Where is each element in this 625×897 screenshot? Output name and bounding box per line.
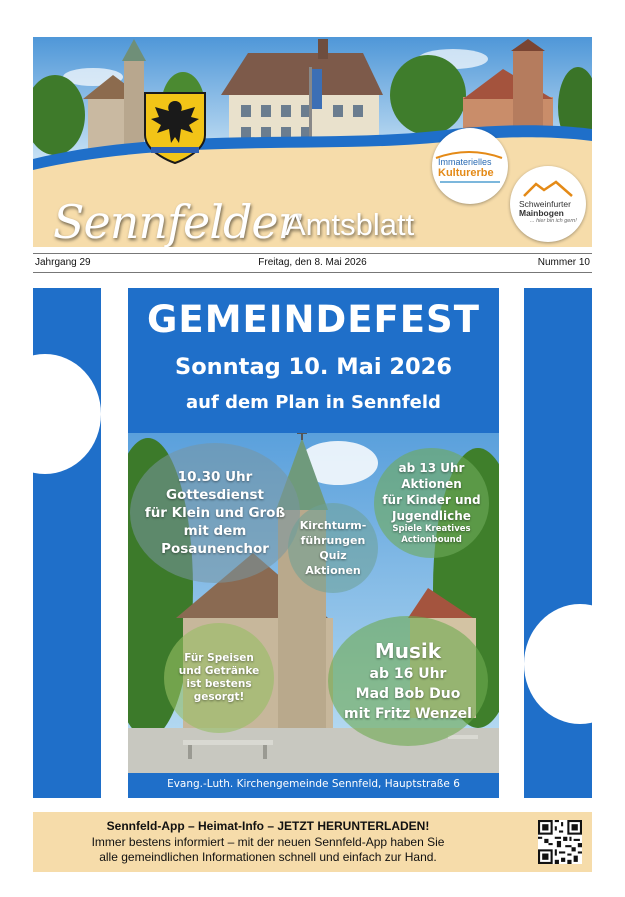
bubble-kinder-line: ab 13 Uhr [398,461,465,475]
bubble-musik-line: Mad Bob Duo [355,686,461,702]
bubble-kinder [374,448,489,558]
qr-code-icon[interactable] [538,820,582,864]
mainbogen-badge [510,166,586,242]
app-promo-headline: Sennfeld-App – Heimat-Info – JETZT HERUNTERLADEN! [106,819,430,833]
right-decor-notch [524,604,625,724]
issue-number: Nummer 10 [537,257,590,268]
bubble-speisen-line: gesorgt! [193,691,245,703]
gemeindefest-poster [128,288,499,798]
poster-place: auf dem Plan in Sennfeld [186,392,441,413]
bubble-speisen-line: Für Speisen [184,652,254,664]
mainbogen-badge-line2: Mainbogen [519,208,564,218]
issue-info-line [33,253,592,273]
bubble-kinder-line: Aktionen [401,477,462,491]
poster-title: GEMEINDEFEST [147,298,480,341]
kulturerbe-badge [432,128,508,204]
bubble-kirchturm-line: Kirchturm- [299,519,367,532]
masthead-title-script: Sennfelder [53,195,299,247]
right-decor-bar [524,288,592,798]
kulturerbe-badge-line1: Immaterielles [438,157,492,167]
left-decor-bar [33,288,101,798]
bubble-musik-title: Musik [374,639,442,663]
bubble-speisen-line: ist bestens [186,678,252,690]
bubble-speisen-line: und Getränke [178,665,260,677]
bubble-kinder-small: Actionbound [401,535,462,545]
mainbogen-badge-line1: Schweinfurter [519,199,571,209]
app-promo-line1: Immer bestens informiert – mit der neuen Sennfeld-App haben Sie [91,835,445,849]
bubble-gottesdienst-line: Posaunenchor [161,541,269,557]
bubble-musik-line: mit Fritz Wenzel [344,706,472,722]
poster-date: Sonntag 10. Mai 2026 [174,354,452,380]
mainbogen-logo-icon [522,180,574,198]
masthead-title-main: Amtsblatt [285,207,415,242]
masthead-banner [33,37,592,247]
bubble-kinder-line: für Kinder und [382,493,481,507]
bubble-kinder-line: Jugendliche [392,509,471,523]
bubble-kinder-small: Spiele Kreatives [392,524,471,534]
bubble-gottesdienst-line: 10.30 Uhr [177,469,253,485]
poster-footer: Evang.-Luth. Kirchengemeinde Sennfeld, Hauptstraße 6 [167,778,460,790]
bubble-kirchturm-line: Quiz [319,549,347,562]
bubble-gottesdienst-line: mit dem [183,523,247,539]
bubble-gottesdienst [130,443,300,583]
mainbogen-badge-line3: ... hier bin ich gern! [530,218,577,224]
bubble-kirchturm-line: führungen [300,534,366,547]
bubble-kirchturm [288,503,378,593]
bubble-kirchturm-line: Aktionen [305,564,361,577]
kulturerbe-badge-line2: Kulturerbe [438,167,494,179]
issue-date: Freitag, den 8. Mai 2026 [258,257,367,268]
bubble-gottesdienst-line: für Klein und Groß [144,505,286,521]
bubble-speisen [164,623,274,733]
bubble-gottesdienst-line: Gottesdienst [165,487,264,503]
issue-volume: Jahrgang 29 [35,257,91,268]
kulturerbe-badge-rule [440,181,500,183]
left-decor-notch [0,354,101,474]
bubble-musik [328,616,488,746]
app-promo-box [33,812,592,872]
bubble-musik-line: ab 16 Uhr [369,666,447,682]
app-promo-line2: alle gemeindlichen Informationen schnell und einfach zur Hand. [99,850,437,864]
